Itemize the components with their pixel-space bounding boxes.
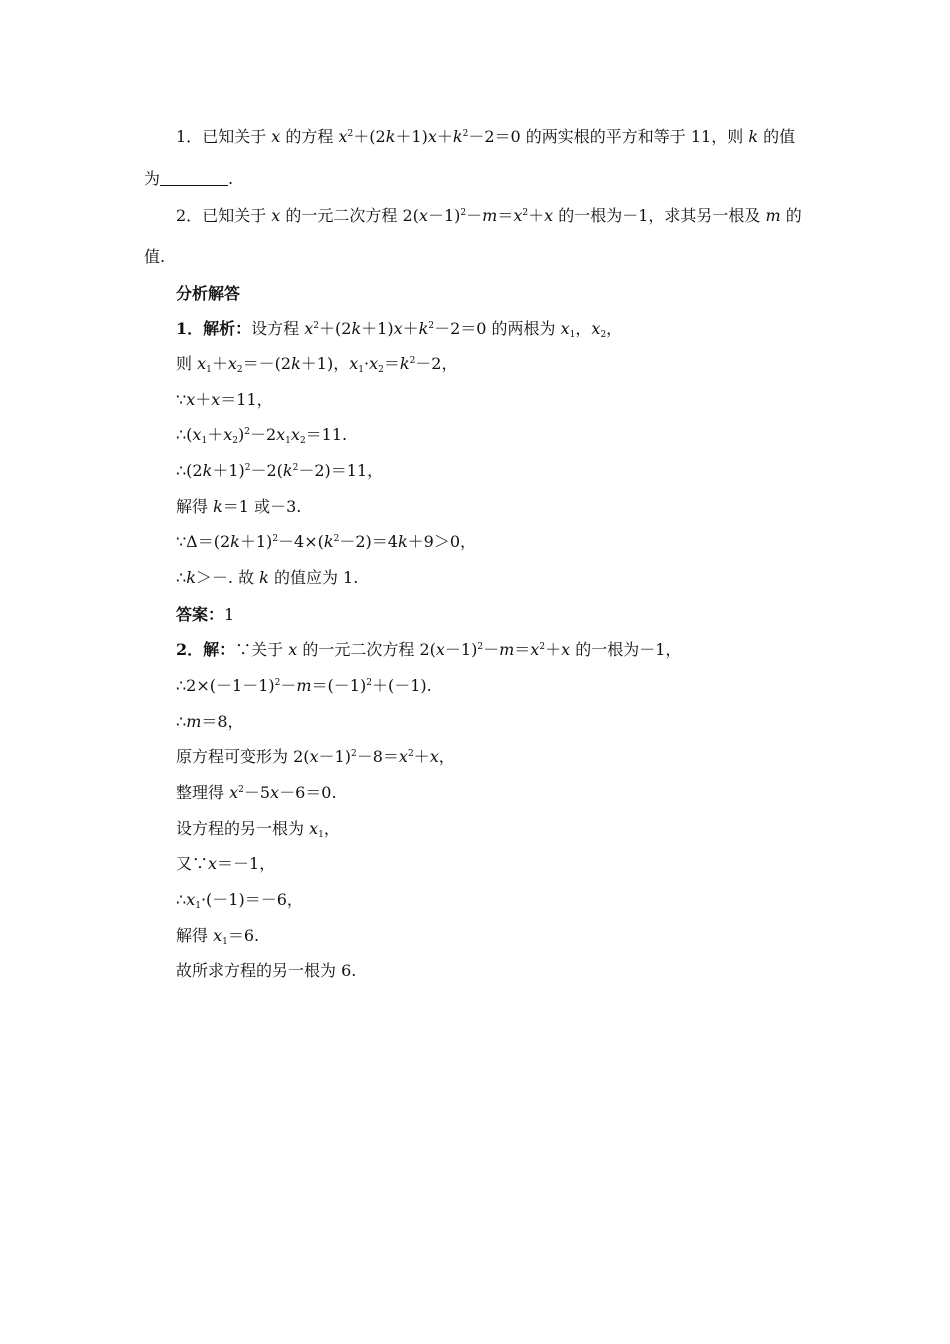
problem-1-number: 1．	[176, 127, 203, 146]
answer-line	[176, 604, 234, 626]
answer-value: 1	[224, 605, 235, 624]
solution-2-line-6: 设方程的另一根为 $x_1$，	[176, 819, 340, 840]
solution-2-label: 解：	[203, 640, 236, 659]
solution-1-line-2: 则 $x_1+x_2=-(2k+1)$，$x_1\cdot x_2=k^2-2$，	[176, 354, 458, 375]
analysis-heading: 分析解答	[176, 284, 241, 303]
solution-2-line-3: ∴m＝8，	[176, 712, 244, 731]
answer-blank	[160, 171, 228, 186]
answer-label: 答案：	[176, 605, 225, 624]
solution-1-line-3: ∵x＋x＝11，	[176, 390, 273, 409]
solution-2-line-1: 2．解：∵关于 x 的一元二次方程 $2(x-1)^2-m=x^2+x$ 的一根为－1，	[176, 640, 682, 659]
solution-2-line-2: $\therefore 2\times(-1-1)^2-m=(-1)^2+(-1)$.	[176, 676, 432, 695]
problem-2-line-2: 值.	[144, 247, 166, 266]
solution-2-number: 2．	[176, 640, 204, 659]
solution-1-line-8: ∴k＞－. 故 k 的值应为 1.	[176, 568, 359, 587]
problem-2-number: 2．	[176, 206, 203, 225]
solution-2-line-8: $\therefore x_1\cdot(-1)=-6$，	[176, 890, 303, 911]
solution-1-line-4: $\therefore(x_1+x_2)^2-2x_1x_2=11$.	[176, 425, 348, 446]
solution-1-number: 1．	[176, 319, 204, 338]
problem-1-line-2: 为 .	[144, 169, 234, 188]
solution-1-line-1: 1．解析：设方程 $x^2+(2k+1)x+k^2-2=0$ 的两根为 $x_1$，$x_2$，	[176, 319, 623, 340]
solution-1-label: 解析：	[203, 319, 252, 338]
solution-2-line-7: 又∵x＝－1，	[176, 854, 276, 873]
solution-1-line-6: 解得 k＝1 或－3.	[176, 497, 302, 516]
solution-2-line-4: 原方程可变形为 $2(x-1)^2-8=x^2+x$，	[176, 747, 455, 766]
solution-2-line-5: 整理得 $x^2-5x-6=0$.	[176, 783, 337, 802]
problem-2-line-1: 2．已知关于 x 的一元二次方程 $2(x-1)^2-m=x^2+x$ 的一根为－1，求其另一根及 m 的	[176, 206, 802, 225]
solution-2-line-9: 解得 $x_1=6$.	[176, 926, 260, 947]
solution-1-line-5: $\therefore(2k+1)^2-2(k^2-2)=11$，	[176, 461, 384, 480]
problem-1-line-1: 1．已知关于 x 的方程 $x^2+(2k+1)x+k^2-2=0$ 的两实根的平方和等于 11，则 k 的值	[176, 127, 796, 146]
solution-2-line-10: 故所求方程的另一根为 6.	[176, 961, 357, 980]
solution-1-line-7: $\because\Delta=(2k+1)^2-4\times(k^2-2)=4k+9>0$，	[176, 532, 477, 551]
